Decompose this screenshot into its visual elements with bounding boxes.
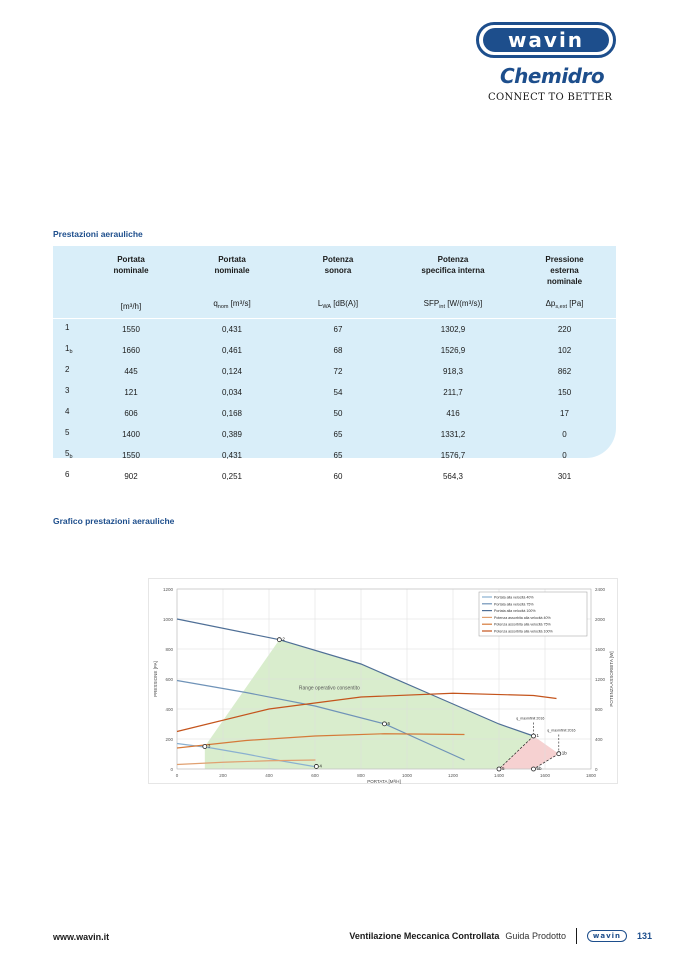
x-tick-label: 600 [311,773,319,778]
table-row [53,382,616,403]
table-header-row [53,254,616,294]
performance-chart-svg [149,579,619,785]
table-row [53,361,616,382]
operating-point [557,752,561,756]
range-label: Range operativo consentito [298,685,360,692]
wavin-logo-text: wavin [483,28,609,52]
cell-index: 4 [65,406,70,416]
cell-specific-power: 416 [446,408,460,418]
y2-tick-label: 2000 [595,617,606,622]
cell-flow-m3s: 0,389 [221,429,243,439]
header-sound-power: Potenza sonora [322,255,354,275]
operating-point-label: 6 [387,720,390,726]
cell-flow-m3h: 1400 [122,429,140,439]
y-tick-label: 600 [165,677,173,682]
cell-specific-power: 211,7 [443,387,463,397]
operating-point [532,734,536,738]
cell-external-pressure: 220 [557,324,572,334]
y-tick-label: 200 [165,737,173,742]
table-section-title: Prestazioni aerauliche [53,229,143,239]
x-tick-label: 1600 [539,773,551,778]
cell-flow-m3s: 0,461 [221,345,243,355]
cell-flow-m3s: 0,168 [221,408,243,418]
cell-index: $1_b$ [65,343,73,355]
cell-specific-power: 564,3 [442,471,464,481]
operating-point-label: 5 [502,766,505,771]
x-tick-label: 1800 [585,773,597,778]
cell-sound-power: 72 [333,366,343,376]
table-row [53,403,616,424]
cell-flow-m3s: 0,251 [221,471,243,481]
y2-axis-label: POTENZA ASSORBITA [W] [609,651,614,707]
cell-flow-m3h: 606 [124,408,138,418]
cell-external-pressure: 862 [557,366,572,376]
table-row [53,318,616,340]
footer-website[interactable]: www.wavin.it [53,932,110,942]
y2-tick-label: 2400 [595,587,606,592]
performance-table [53,254,616,487]
y-tick-label: 800 [165,647,173,652]
cell-sound-power: 67 [333,324,343,334]
table-row [53,466,616,487]
y2-tick-label: 800 [595,707,603,712]
brand-logo [472,22,620,106]
cell-specific-power: 1526,9 [440,345,466,355]
cell-sound-power: 54 [333,387,343,397]
operating-point-label: 1b [561,750,567,756]
wavin-logo [476,22,616,58]
operating-point-label: 3 [207,743,211,749]
legend-entry: Portata alla velocità 100% [494,609,536,614]
header-index [53,254,81,294]
unit-external-pressure: $\Delta p_{s,ext}$ [Pa] [513,294,616,318]
y2-tick-label: 1200 [595,677,606,682]
header-external-pressure: Pressione esterna nominale [545,255,584,286]
legend-entry: Portata alla velocità 40% [494,595,534,600]
footer-doc-info [349,928,652,944]
cell-external-pressure: 0 [562,429,567,439]
cell-specific-power: 1576,7 [440,450,466,460]
unit-index [53,294,81,318]
legend-entry: Potenza assorbita alla velocità 40% [494,615,551,620]
performance-table-panel [53,246,616,481]
x-tick-label: 400 [265,773,273,778]
operating-point-label: 2 [282,636,285,642]
cell-sound-power: 68 [333,345,343,355]
operating-point [382,722,386,726]
x-tick-label: 1000 [401,773,413,778]
cell-external-pressure: 150 [557,387,572,397]
y-tick-label: 400 [165,707,173,712]
footer-doc-subtitle: Guida Prodotto [505,931,566,941]
unit-flow-m3h: [m³/h] [81,294,181,318]
cell-external-pressure: 17 [560,408,569,418]
legend-entry: Potenza assorbita alla velocità 100% [494,629,553,634]
footer-divider [576,928,577,944]
table-row [53,424,616,445]
operating-point-label: 1 [536,733,540,738]
cell-specific-power: 918,3 [442,366,464,376]
y2-tick-label: 400 [595,737,603,742]
cell-flow-m3h: 902 [124,471,138,481]
cell-external-pressure: 102 [557,345,572,355]
performance-chart [148,578,618,784]
cell-flow-m3s: 0,431 [221,324,243,334]
x-axis-label: PORTATA [M³/H] [367,779,401,784]
cell-index: 2 [65,364,70,374]
cell-flow-m3h: 445 [124,366,138,376]
y-tick-label: 1200 [162,587,173,592]
operating-point [497,767,501,771]
cell-sound-power: 50 [333,408,343,418]
chemidro-logo: Chemidro [500,64,605,88]
chart-section-title: Grafico prestazioni aerauliche [53,516,175,526]
cell-flow-m3h: 121 [124,387,138,397]
cell-index: $5_b$ [65,448,73,460]
unit-flow-m3s: $q_{nom}$ [m³/s] [181,294,283,318]
cell-flow-m3s: 0,034 [221,387,243,397]
cell-specific-power: 1331,2 [440,429,466,439]
cell-sound-power: 65 [333,429,343,439]
table-row [53,445,616,466]
cell-sound-power: 60 [333,471,343,481]
operating-point [532,767,536,771]
x-tick-label: 1400 [493,773,505,778]
x-tick-label: 200 [219,773,227,778]
cell-specific-power: 1302,9 [440,324,466,334]
header-flow-m3s: Portata nominale [214,255,250,275]
qmax-label: q_maxinfinit 2016 [516,716,545,721]
page-number: 131 [636,931,652,941]
operating-point-label: 4 [319,763,322,769]
header-specific-power: Potenza specifica interna [421,255,485,275]
x-tick-label: 800 [357,773,365,778]
operating-point [203,745,207,749]
cell-external-pressure: 0 [562,450,567,460]
y2-tick-label: 0 [595,767,598,772]
brand-tagline: CONNECT TO BETTER [488,92,613,103]
cell-sound-power: 65 [333,450,343,460]
cell-index: 3 [65,385,70,395]
footer-doc-title: Ventilazione Meccanica Controllata [349,931,500,941]
table-row [53,340,616,361]
cell-external-pressure: 301 [557,471,572,481]
cell-index: 1 [65,322,70,332]
table-units-row [53,294,616,318]
cell-flow-m3s: 0,431 [221,450,243,460]
y2-tick-label: 1600 [595,647,606,652]
operating-point [277,638,281,642]
y-tick-label: 0 [170,767,173,772]
x-tick-label: 0 [175,773,179,778]
footer-wavin-logo: wavin [587,930,627,942]
operating-range-area [205,640,534,769]
cell-index: 6 [65,469,70,479]
header-flow-m3h: Portata nominale [113,255,149,275]
cell-flow-m3h: 1550 [122,324,140,334]
x-tick-label: 1200 [447,773,459,778]
cell-index: 5 [65,427,70,437]
y-tick-label: 1000 [162,617,173,622]
qmax-label: q_maxinfinit 2016 [547,728,576,733]
operating-point-label: 5b [536,766,542,771]
cell-flow-m3h: 1550 [122,450,140,460]
unit-sound-power: $L_{WA}$ [dB(A)] [283,294,393,318]
cell-flow-m3h: 1660 [122,345,140,355]
legend-entry: Portata alla velocità 75% [494,602,534,607]
y-axis-label: PRESSIONE [PA] [153,661,158,697]
unit-specific-power: $SFP_{int}$ [W/(m³/s)] [393,294,513,318]
cell-flow-m3s: 0,124 [221,366,243,376]
operating-point [314,764,318,768]
legend-entry: Potenza assorbita alla velocità 75% [494,622,551,627]
